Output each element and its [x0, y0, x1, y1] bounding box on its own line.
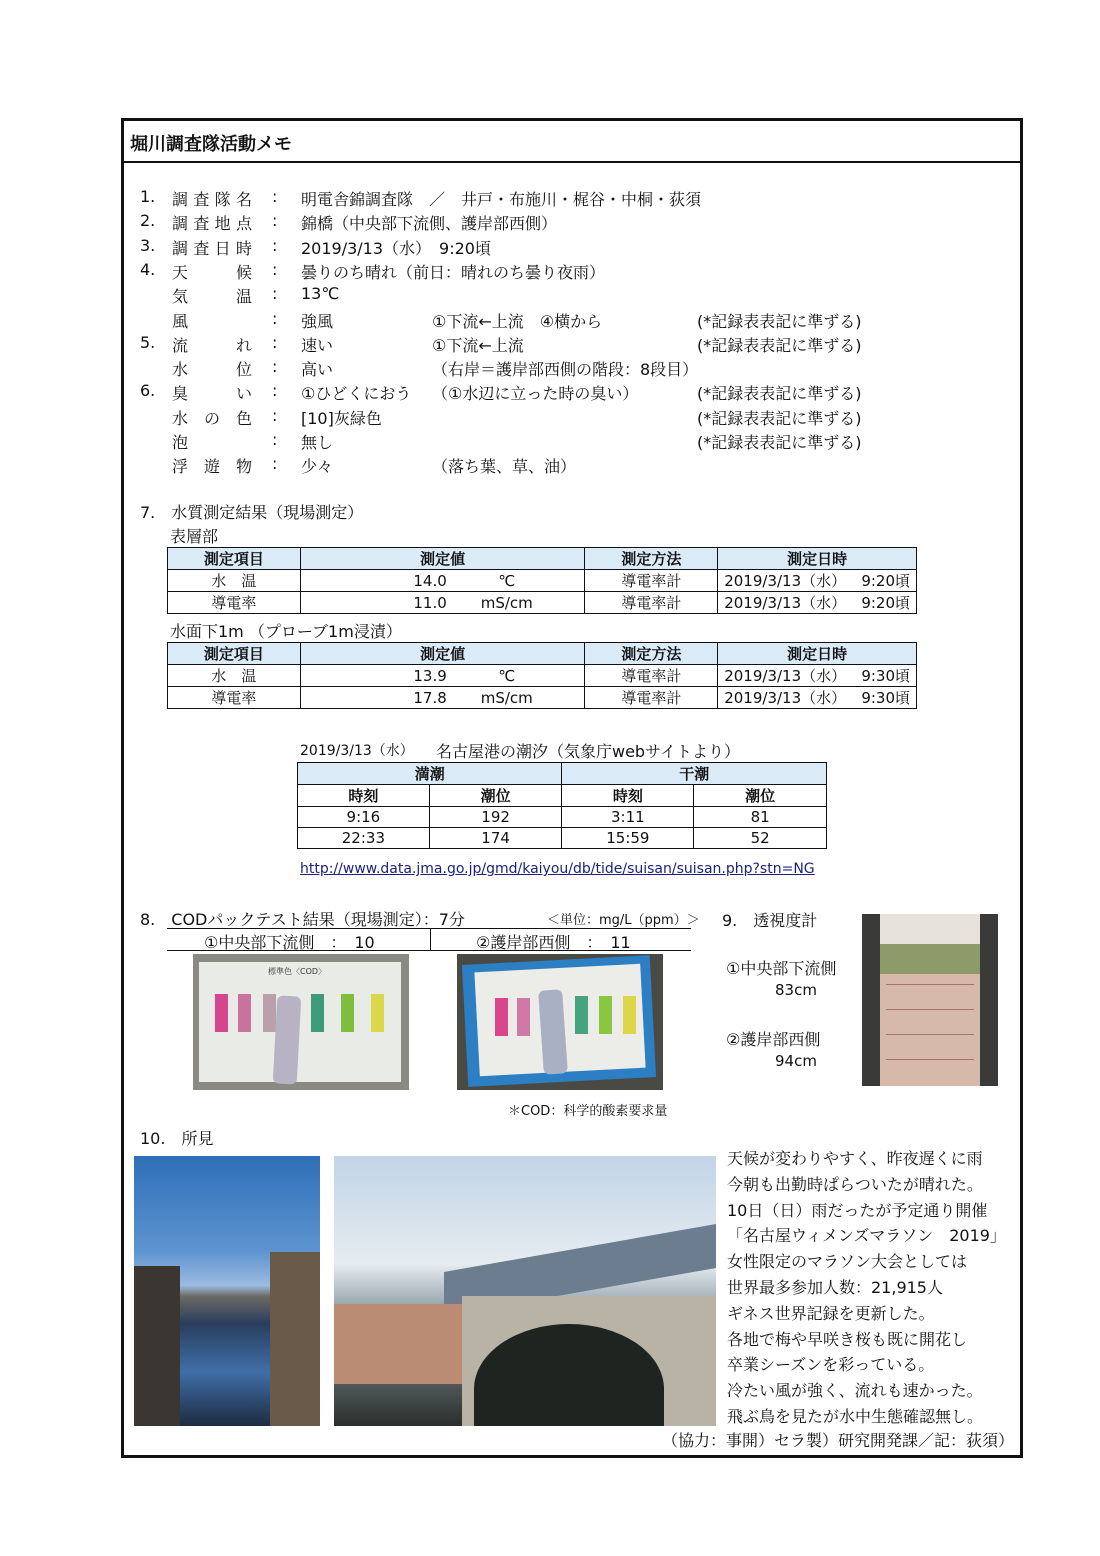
info-value: 13℃ — [301, 284, 340, 303]
test-tube — [273, 995, 302, 1084]
header-value: 測定値 — [300, 548, 585, 570]
cod-kit-label: 標準色〈COD〉 — [268, 967, 327, 976]
info-label: 調査地点 — [172, 214, 252, 233]
scale-mark — [886, 1059, 974, 1060]
table-cell: 15:59 — [562, 828, 694, 849]
depth-label: 水面下1m （プローブ1m浸漬） — [170, 622, 402, 641]
swatch-grey-pink — [263, 994, 276, 1032]
section9-heading: 9. 透視度計 — [722, 911, 818, 930]
header-method: 測定方法 — [585, 643, 718, 665]
info-value: 強風 — [301, 312, 334, 331]
datetime-cell — [718, 665, 917, 687]
header-value: 測定値 — [300, 643, 585, 665]
method: 導電率計 — [585, 687, 718, 709]
header-method: 測定方法 — [585, 548, 718, 570]
tide-date: 2019/3/13（水） — [300, 743, 414, 759]
section10-heading: 10. 所見 — [140, 1129, 214, 1148]
info-extra: ①下流←上流 — [432, 336, 524, 355]
info-number: 5. — [140, 333, 156, 352]
findings-line: 冷たい風が強く、流れも速かった。 — [727, 1381, 983, 1400]
transparency-1-value: 83cm — [775, 981, 817, 999]
bridge-photo — [334, 1156, 716, 1426]
date: 2019/3/13（水） — [724, 594, 847, 612]
item: 導電率 — [168, 592, 301, 614]
value: 13.9 — [413, 666, 447, 685]
info-value: 曇りのち晴れ（前日：晴れのち曇り夜雨） — [301, 263, 606, 282]
scale-mark — [886, 1009, 974, 1010]
col-time: 時刻 — [298, 785, 430, 807]
value-cell — [300, 665, 585, 687]
info-separator: : — [272, 333, 278, 352]
findings-line: 世界最多参加人数：21,915人 — [727, 1278, 943, 1297]
datetime-cell — [718, 570, 917, 592]
datetime-cell — [718, 687, 917, 709]
info-label: 気 温 — [172, 287, 252, 306]
info-value: [10]灰緑色 — [301, 409, 382, 428]
header-datetime: 測定日時 — [718, 548, 917, 570]
scale-mark — [886, 984, 974, 985]
unit: ℃ — [498, 666, 516, 685]
findings-line: 「名古屋ウィメンズマラソン 2019」 — [727, 1226, 1006, 1245]
swatch-magenta — [495, 998, 508, 1036]
info-number: 1. — [140, 187, 156, 206]
swatch-teal — [311, 994, 324, 1032]
tide-title: 名古屋港の潮汐（気象庁webサイトより） — [436, 742, 740, 761]
swatch-pink — [517, 998, 530, 1036]
col-level: 潮位 — [694, 785, 827, 807]
value-cell — [300, 687, 585, 709]
info-number: 3. — [140, 236, 156, 255]
table-row — [168, 665, 917, 687]
transparency-2-value: 94cm — [775, 1052, 817, 1070]
table-row — [298, 807, 827, 828]
info-separator: : — [272, 260, 278, 279]
unit: mS/cm — [480, 593, 533, 612]
info-value: ①ひどくにおう — [301, 384, 412, 403]
info-label: 調査日時 — [172, 239, 252, 258]
transparency-meter-photo — [862, 914, 998, 1086]
info-separator: : — [272, 381, 278, 400]
info-number: 2. — [140, 211, 156, 230]
time: 9:30頃 — [861, 689, 910, 707]
section8-rule — [167, 928, 691, 929]
value-cell — [300, 570, 585, 592]
section7-heading: 7. 水質測定結果（現場測定） — [140, 503, 364, 522]
info-number: 6. — [140, 381, 156, 400]
meter-water-surface — [880, 944, 980, 974]
cod-footnote: ＊COD：科学的酸素要求量 — [508, 1104, 668, 1119]
info-value: 速い — [301, 336, 334, 355]
footer-credit: （協力：事開）セラ製）研究開発課／記：荻須） — [662, 1431, 1015, 1450]
info-label: 流 れ — [172, 336, 252, 355]
findings-line: 天候が変わりやすく、昨夜遅くに雨 — [727, 1149, 983, 1168]
table-row — [298, 828, 827, 849]
info-note: (*記録表表記に準ずる) — [697, 433, 862, 452]
swatch-teal — [575, 996, 588, 1034]
low-tide-header: 干潮 — [562, 763, 827, 785]
info-value: 少々 — [301, 457, 334, 476]
table-cell: 22:33 — [298, 828, 430, 849]
info-separator: : — [272, 406, 278, 425]
method: 導電率計 — [585, 592, 718, 614]
time: 9:20頃 — [861, 572, 910, 590]
info-note: (*記録表表記に準ずる) — [697, 384, 862, 403]
table-cell: 3:11 — [562, 807, 694, 828]
building-left — [134, 1266, 180, 1426]
info-note: (*記録表表記に準ずる) — [697, 312, 862, 331]
info-extra: （落ち葉、草、油） — [432, 457, 577, 476]
info-separator: : — [272, 357, 278, 376]
title-bar — [124, 121, 1020, 163]
unit-note: ＜単位：mg/L（ppm）＞ — [547, 913, 700, 928]
cod-result-2: ②護岸部西側 ： 11 — [476, 933, 631, 952]
cod-kit-photo-2 — [457, 954, 663, 1090]
swatch-magenta — [215, 994, 228, 1032]
date: 2019/3/13（水） — [724, 689, 847, 707]
section8-divider — [430, 928, 431, 950]
table-row — [168, 687, 917, 709]
findings-line: 今朝も出勤時ぱらついたが晴れた。 — [727, 1175, 983, 1194]
table-cell: 52 — [694, 828, 827, 849]
building-right — [270, 1252, 320, 1426]
time: 9:20頃 — [861, 594, 910, 612]
info-separator: : — [272, 284, 278, 303]
header-datetime: 測定日時 — [718, 643, 917, 665]
transparency-2-label: ②護岸部西側 — [726, 1030, 821, 1049]
findings-line: 卒業シーズンを彩っている。 — [727, 1355, 935, 1374]
info-value: 2019/3/13（水） 9:20頃 — [301, 239, 491, 258]
cod-result-1: ①中央部下流側 ： 10 — [204, 933, 375, 952]
date: 2019/3/13（水） — [724, 667, 847, 685]
info-separator: : — [272, 236, 278, 255]
datetime-cell — [718, 592, 917, 614]
item: 水 温 — [168, 570, 301, 592]
info-extra: （右岸＝護岸部西側の階段：8段目） — [432, 360, 699, 379]
col-level: 潮位 — [429, 785, 562, 807]
info-separator: : — [272, 309, 278, 328]
high-tide-header: 満潮 — [298, 763, 562, 785]
value: 11.0 — [413, 593, 447, 612]
page-title: 堀川調査隊活動メモ — [130, 134, 292, 155]
info-label: 天 候 — [172, 263, 252, 282]
section8-heading: 8. CODパックテスト結果（現場測定）：7分 — [140, 910, 465, 929]
swatch-green — [341, 994, 354, 1032]
swatch-pink — [238, 994, 251, 1032]
cod-kit-photo-1 — [193, 954, 409, 1090]
swatch-yellow — [371, 994, 384, 1032]
item: 水 温 — [168, 665, 301, 687]
surface-label: 表層部 — [170, 527, 219, 546]
embankment-wall — [334, 1304, 462, 1384]
date: 2019/3/13（水） — [724, 572, 847, 590]
table-cell: 174 — [429, 828, 562, 849]
info-label: 浮遊物 — [172, 457, 252, 476]
depth-table — [167, 642, 917, 709]
method: 導電率計 — [585, 570, 718, 592]
table-cell: 192 — [429, 807, 562, 828]
section8-rule-2 — [167, 950, 691, 951]
swatch-yellow — [623, 996, 636, 1034]
unit: mS/cm — [480, 688, 533, 707]
info-separator: : — [272, 430, 278, 449]
info-extra: ①下流←上流 ④横から — [432, 312, 603, 331]
river-photo — [134, 1156, 320, 1426]
info-value: 明電舎錦調査隊 ／ 井戸・布施川・梶谷・中桐・荻須 — [301, 190, 702, 209]
surface-table — [167, 547, 917, 614]
table-cell: 9:16 — [298, 807, 430, 828]
info-extra: （①水辺に立った時の臭い） — [432, 384, 639, 403]
info-number: 4. — [140, 260, 156, 279]
info-label: 風 — [172, 312, 189, 331]
findings-line: 女性限定のマラソン大会としては — [727, 1252, 968, 1271]
item: 導電率 — [168, 687, 301, 709]
info-separator: : — [272, 211, 278, 230]
info-label: 調査隊名 — [172, 190, 252, 209]
header-item: 測定項目 — [168, 548, 301, 570]
info-value: 錦橋（中央部下流側、護岸部西側） — [301, 214, 558, 233]
tide-table — [297, 762, 827, 849]
tide-source-link[interactable]: http://www.data.jma.go.jp/gmd/kaiyou/db/tide/suisan/suisan.php?stn=NG — [300, 861, 815, 877]
value: 17.8 — [413, 688, 447, 707]
info-label: 水の色 — [172, 409, 252, 428]
findings-line: 10日（日）雨だったが予定通り開催 — [727, 1201, 988, 1220]
time: 9:30頃 — [861, 667, 910, 685]
swatch-green — [599, 996, 612, 1034]
table-cell: 81 — [694, 807, 827, 828]
info-label: 臭 い — [172, 384, 252, 403]
table-row — [168, 570, 917, 592]
table-row — [168, 592, 917, 614]
col-time: 時刻 — [562, 785, 694, 807]
value-cell — [300, 592, 585, 614]
scale-mark — [886, 1034, 974, 1035]
info-value: 高い — [301, 360, 334, 379]
findings-line: ギネス世界記録を更新した。 — [727, 1304, 935, 1323]
info-note: (*記録表表記に準ずる) — [697, 336, 862, 355]
meter-top — [880, 914, 980, 944]
findings-line: 飛ぶ鳥を見たが水中生態確認無し。 — [727, 1407, 984, 1426]
info-label: 水 位 — [172, 360, 252, 379]
info-separator: : — [272, 187, 278, 206]
findings-line: 各地で梅や早咲き桜も既に開花し — [727, 1330, 968, 1349]
header-item: 測定項目 — [168, 643, 301, 665]
info-separator: : — [272, 454, 278, 473]
info-note: (*記録表表記に準ずる) — [697, 409, 862, 428]
unit: ℃ — [498, 571, 516, 590]
info-value: 無し — [301, 433, 334, 452]
method: 導電率計 — [585, 665, 718, 687]
info-label: 泡 — [172, 433, 189, 452]
transparency-1-label: ①中央部下流側 — [726, 959, 837, 978]
value: 14.0 — [413, 571, 447, 590]
